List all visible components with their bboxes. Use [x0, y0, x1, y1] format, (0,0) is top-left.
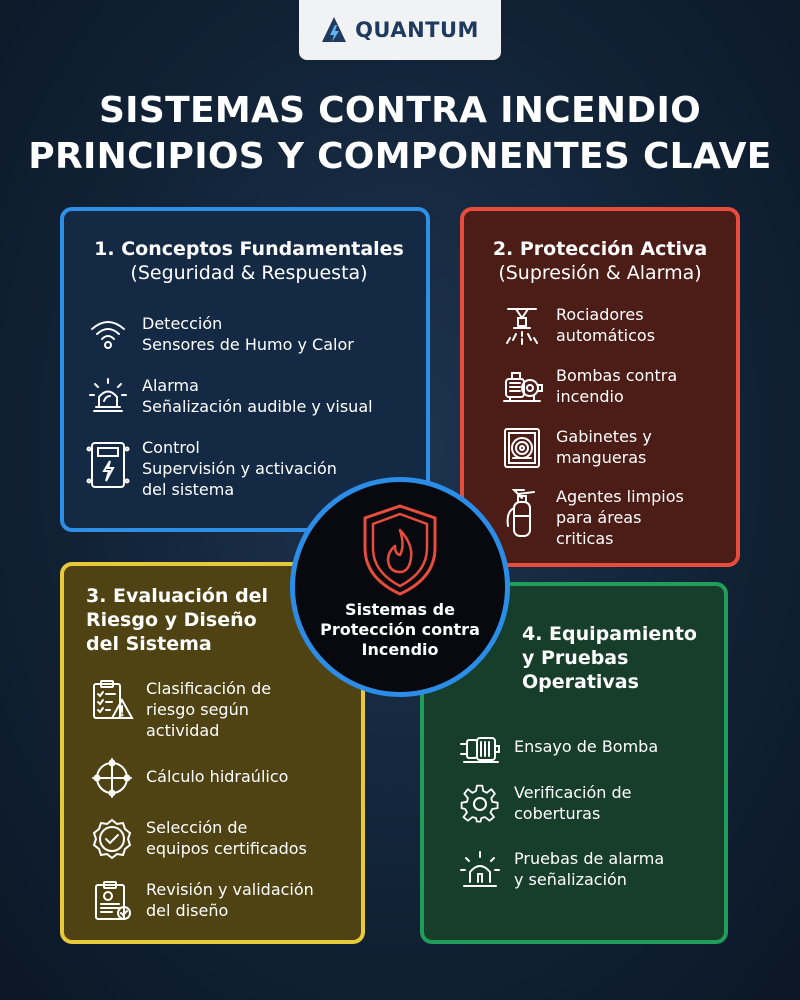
panel-4-title-2: y Pruebas — [522, 647, 629, 669]
list-item — [500, 426, 652, 470]
item-label: Detección — [142, 314, 223, 333]
hydraulic-calc-icon — [90, 756, 134, 800]
panel-2-heading — [474, 237, 726, 285]
list-item — [458, 726, 658, 770]
item-desc: Supervisión y activación — [142, 459, 337, 478]
item-desc: Sensores de Humo y Calor — [142, 335, 354, 354]
item-label: Verificación de — [514, 783, 632, 802]
item-label: Clasificación de — [146, 679, 272, 698]
list-item — [86, 313, 354, 357]
item-desc: Señalización audible y visual — [142, 397, 373, 416]
item-label: Control — [142, 438, 200, 457]
item-desc: y señalización — [514, 870, 627, 889]
item-label: Alarma — [142, 376, 199, 395]
item-label: Rociadores — [556, 305, 644, 324]
panel-active-protection — [460, 207, 740, 567]
gear-icon — [458, 782, 502, 826]
item-desc: para áreas — [556, 508, 642, 527]
center-label — [295, 600, 505, 660]
item-label: Bombas contra — [556, 366, 678, 385]
page-title — [0, 88, 800, 180]
pump-test-icon — [458, 726, 502, 770]
list-item — [500, 304, 655, 348]
panel-1-heading — [79, 237, 419, 285]
flame-shield-icon — [355, 500, 445, 600]
design-review-icon — [90, 879, 134, 923]
list-item — [86, 375, 373, 419]
list-item — [500, 365, 677, 409]
center-line-3: Incendio — [361, 640, 439, 659]
item-desc: incendio — [556, 387, 624, 406]
panel-3-title-3: del Sistema — [86, 633, 212, 655]
item-label: Ensayo de Bomba — [514, 737, 659, 756]
item-label: Cálculo hidraúlico — [146, 767, 289, 786]
item-desc-cont: criticas — [556, 529, 614, 548]
alarm-light-icon — [458, 848, 502, 892]
list-item — [90, 756, 288, 800]
fire-pump-icon — [500, 365, 544, 409]
bolt-triangle-logo-icon — [321, 16, 347, 44]
item-label: Revisión y validación — [146, 880, 314, 899]
item-desc: del diseño — [146, 901, 229, 920]
siren-icon — [86, 375, 130, 419]
certified-badge-icon — [90, 817, 134, 861]
control-panel-icon — [86, 437, 130, 493]
panel-4-heading — [522, 622, 722, 694]
panel-3-title-2: Riesgo y Diseño — [86, 609, 257, 631]
list-item — [90, 817, 307, 861]
list-item — [90, 879, 314, 923]
item-desc: automáticos — [556, 326, 656, 345]
item-label: Gabinetes y — [556, 427, 652, 446]
hose-cabinet-icon — [500, 426, 544, 470]
panel-2-title: 2. Protección Activa — [492, 238, 708, 260]
center-line-2: Protección contra — [320, 620, 480, 639]
item-label: Selección de — [146, 818, 248, 837]
brand-logo — [299, 0, 501, 60]
item-desc: equipos certificados — [146, 839, 307, 858]
panel-4-title-3: Operativas — [522, 671, 639, 693]
title-line-2: PRINCIPIOS Y COMPONENTES CLAVE — [28, 136, 772, 177]
sprinkler-icon — [500, 304, 544, 348]
item-label: Pruebas de alarma — [514, 849, 665, 868]
item-label: Agentes limpios — [556, 487, 684, 506]
panel-4-title-1: 4. Equipamiento — [522, 623, 697, 645]
item-desc: riesgo según — [146, 700, 249, 719]
panel-2-subtitle: (Supresión & Alarma) — [498, 262, 702, 284]
center-line-1: Sistemas de — [345, 600, 455, 619]
item-desc-cont: del sistema — [142, 480, 235, 499]
list-item — [458, 848, 664, 892]
brand-name: QUANTUM — [355, 18, 479, 42]
panel-3-title-1: 3. Evaluación del — [86, 585, 269, 607]
risk-clipboard-icon — [90, 678, 134, 722]
item-desc-cont: actividad — [146, 721, 220, 740]
panel-1-title: 1. Conceptos Fundamentales — [94, 238, 404, 260]
list-item — [500, 486, 684, 549]
wifi-sensor-icon — [86, 313, 130, 357]
list-item — [86, 437, 337, 500]
title-line-1: SISTEMAS CONTRA INCENDIO — [98, 90, 702, 131]
panel-1-subtitle: (Seguridad & Respuesta) — [130, 262, 368, 284]
fire-extinguisher-icon — [500, 486, 544, 542]
center-badge — [290, 477, 510, 697]
item-desc: mangueras — [556, 448, 647, 467]
list-item — [458, 782, 632, 826]
item-desc: coberturas — [514, 804, 601, 823]
list-item — [90, 678, 271, 741]
